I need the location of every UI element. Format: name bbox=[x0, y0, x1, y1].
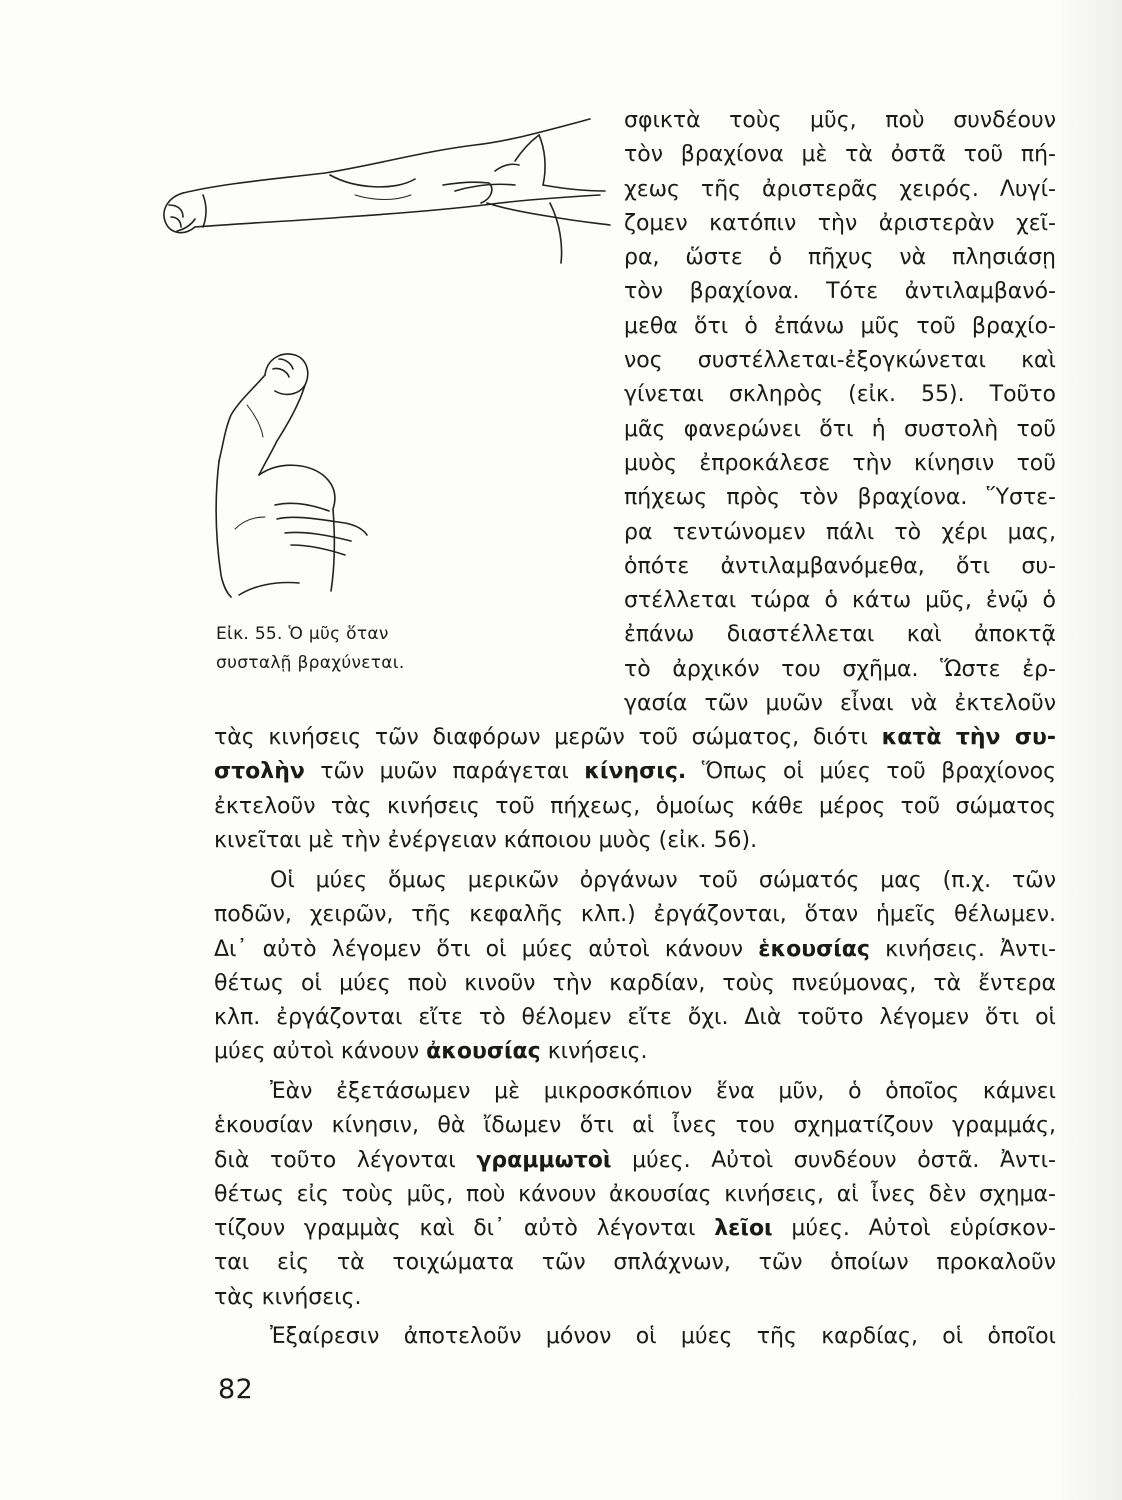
text-line bbox=[214, 721, 1056, 755]
page-edge-shadow bbox=[1060, 0, 1122, 1500]
text-line: ἑκουσίαν κίνησιν, θὰ ἴδωμεν ὅτι αἱ ἶνες του σχηματίζουν γραμμάς, bbox=[214, 1113, 1056, 1139]
paragraph-1 bbox=[214, 721, 1056, 858]
text-line: χεως τῆς ἀριστερᾶς χειρός. Λυγί- bbox=[624, 176, 1056, 202]
text-run: τὰς κινήσεις τῶν διαφόρων μερῶν τοῦ σώματος, διότι bbox=[214, 725, 882, 750]
text-run: κινήσεις. bbox=[540, 1039, 648, 1065]
bold-term: κατὰ τὴν συ- bbox=[881, 725, 1057, 750]
text-line: ἐπάνω διαστέλλεται καὶ ἀποκτᾷ bbox=[624, 622, 1056, 648]
text-line: Ἐξαίρεσιν ἀποτελοῦν μόνον οἱ μύες τῆς καρδίας, οἱ ὁποῖοι bbox=[270, 1324, 1056, 1349]
text-line bbox=[214, 1212, 1056, 1246]
paragraph-4 bbox=[214, 1320, 1056, 1354]
text-line: πήχεως πρὸς τὸν βραχίονα. Ὕστε- bbox=[624, 485, 1056, 511]
bold-term: γραμμωτοὶ bbox=[476, 1147, 612, 1173]
text-line: σφικτὰ τοὺς μῦς, ποὺ συνδέουν bbox=[624, 108, 1056, 133]
paragraph-2 bbox=[214, 864, 1056, 1070]
bold-term: ἀκουσίας bbox=[426, 1039, 541, 1065]
text-line: τὸν βραχίονα μὲ τὰ ὀστᾶ τοῦ πή- bbox=[624, 142, 1056, 168]
caption-line: συσταλῇ βραχύνεται. bbox=[216, 653, 405, 673]
text-line: κλπ. ἐργάζονται εἴτε τὸ θέλομεν εἴτε ὄχι. Διὰ τοῦτο λέγομεν ὅτι οἱ bbox=[214, 1005, 1056, 1031]
text-line: Ἐὰν ἐξετάσωμεν μὲ μικροσκόπιον ἕνα μῦν, ὁ ὁποῖος κάμνει bbox=[270, 1079, 1056, 1104]
text-line: μεθα ὅτι ὁ ἐπάνω μῦς τοῦ βραχίο- bbox=[624, 313, 1056, 339]
text-line: ται εἰς τὰ τοιχώματα τῶν σπλάχνων, τῶν ὁποίων προκαλοῦν bbox=[214, 1250, 1056, 1276]
text-run: τῶν μυῶν παράγεται bbox=[304, 759, 585, 785]
text-line: ρα τεντώνομεν πάλι τὸ χέρι μας, bbox=[624, 519, 1056, 545]
text-line: θέτως εἰς τοὺς μῦς, ποὺ κάνουν ἀκουσίας κινήσεις, αἱ ἶνες δὲν σχημα- bbox=[214, 1181, 1056, 1207]
text-line: τὰς κινήσεις. bbox=[214, 1284, 362, 1310]
figure-caption bbox=[216, 620, 456, 678]
text-line: μᾶς φανερώνει ὅτι ἡ συστολὴ τοῦ bbox=[624, 416, 1056, 442]
text-line: θέτως οἱ μύες ποὺ κινοῦν τὴν καρδίαν, τοὺς πνεύμονας, τὰ ἔντερα bbox=[214, 970, 1056, 996]
text-line: γασία τῶν μυῶν εἶναι νὰ ἐκτελοῦν bbox=[624, 691, 1056, 717]
text-line: νος συστέλλεται-ἐξογκώνεται καὶ bbox=[624, 348, 1056, 374]
text-line bbox=[214, 1035, 1056, 1069]
text-line: μυὸς ἐπροκάλεσε τὴν κίνησιν τοῦ bbox=[624, 450, 1056, 476]
text-line: ὁπότε ἀντιλαμβανόμεθα, ὅτι συ- bbox=[624, 553, 1056, 579]
text-line bbox=[214, 1144, 1056, 1178]
bold-term: κίνησις. bbox=[584, 759, 687, 785]
text-line: στέλλεται τώρα ὁ κάτω μῦς, ἐνῷ ὁ bbox=[624, 588, 1056, 614]
caption-line: Εἰκ. 55. Ὁ μῦς ὅταν bbox=[216, 624, 389, 644]
text-run: τίζουν γραμμὰς καὶ δι᾽ αὐτὸ λέγονται bbox=[214, 1216, 715, 1242]
arm-extended-illustration bbox=[155, 105, 615, 270]
arm-flexed-illustration bbox=[195, 345, 370, 605]
text-line: ζομεν κατόπιν τὴν ἀριστερὰν χεῖ- bbox=[624, 210, 1056, 236]
text-line bbox=[214, 755, 1056, 789]
text-run: μύες. Αὐτοὶ εὑρίσκον- bbox=[772, 1216, 1056, 1242]
text-line: τὸ ἀρχικόν του σχῆμα. Ὥστε ἐρ- bbox=[624, 656, 1056, 682]
text-run: μύες αὐτοὶ κάνουν bbox=[214, 1039, 427, 1065]
text-line: τὸν βραχίονα. Τότε ἀντιλαμβανό- bbox=[624, 279, 1056, 305]
text-line bbox=[214, 933, 1056, 967]
right-column-text bbox=[624, 104, 1056, 721]
paragraph-3 bbox=[214, 1075, 1056, 1315]
text-line: ρα, ὥστε ὁ πῆχυς νὰ πλησιάσῃ bbox=[624, 245, 1056, 271]
text-line: Οἱ μύες ὅμως μερικῶν ὀργάνων τοῦ σώματός μας (π.χ. τῶν bbox=[270, 868, 1056, 893]
text-run: μύες. Αὐτοὶ συνδέουν ὀστᾶ. Ἀντι- bbox=[611, 1147, 1056, 1173]
text-run: Ὅπως οἱ μύες τοῦ βραχίονος bbox=[686, 759, 1056, 785]
text-run: Δι᾽ αὐτὸ λέγομεν ὅτι οἱ μύες αὐτοὶ κάνουν bbox=[214, 936, 759, 962]
bold-term: στολὴν bbox=[214, 759, 305, 785]
text-line: κινεῖται μὲ τὴν ἐνέργειαν κάποιου μυὸς (εἰκ. 56). bbox=[214, 827, 758, 853]
text-line: ἐκτελοῦν τὰς κινήσεις τοῦ πήχεως, ὁμοίως κάθε μέρος τοῦ σώματος bbox=[214, 793, 1056, 819]
text-run: διὰ τοῦτο λέγονται bbox=[214, 1147, 477, 1173]
bold-term: λεῖοι bbox=[714, 1216, 773, 1242]
page-number: 82 bbox=[218, 1374, 254, 1405]
bold-term: ἑκουσίας bbox=[758, 936, 870, 962]
text-line: ποδῶν, χειρῶν, τῆς κεφαλῆς κλπ.) ἐργάζονται, ὅταν ἡμεῖς θέλωμεν. bbox=[214, 902, 1056, 928]
text-run: κινήσεις. Ἀντι- bbox=[869, 936, 1057, 962]
text-line: γίνεται σκληρὸς (εἰκ. 55). Τοῦτο bbox=[624, 382, 1056, 408]
